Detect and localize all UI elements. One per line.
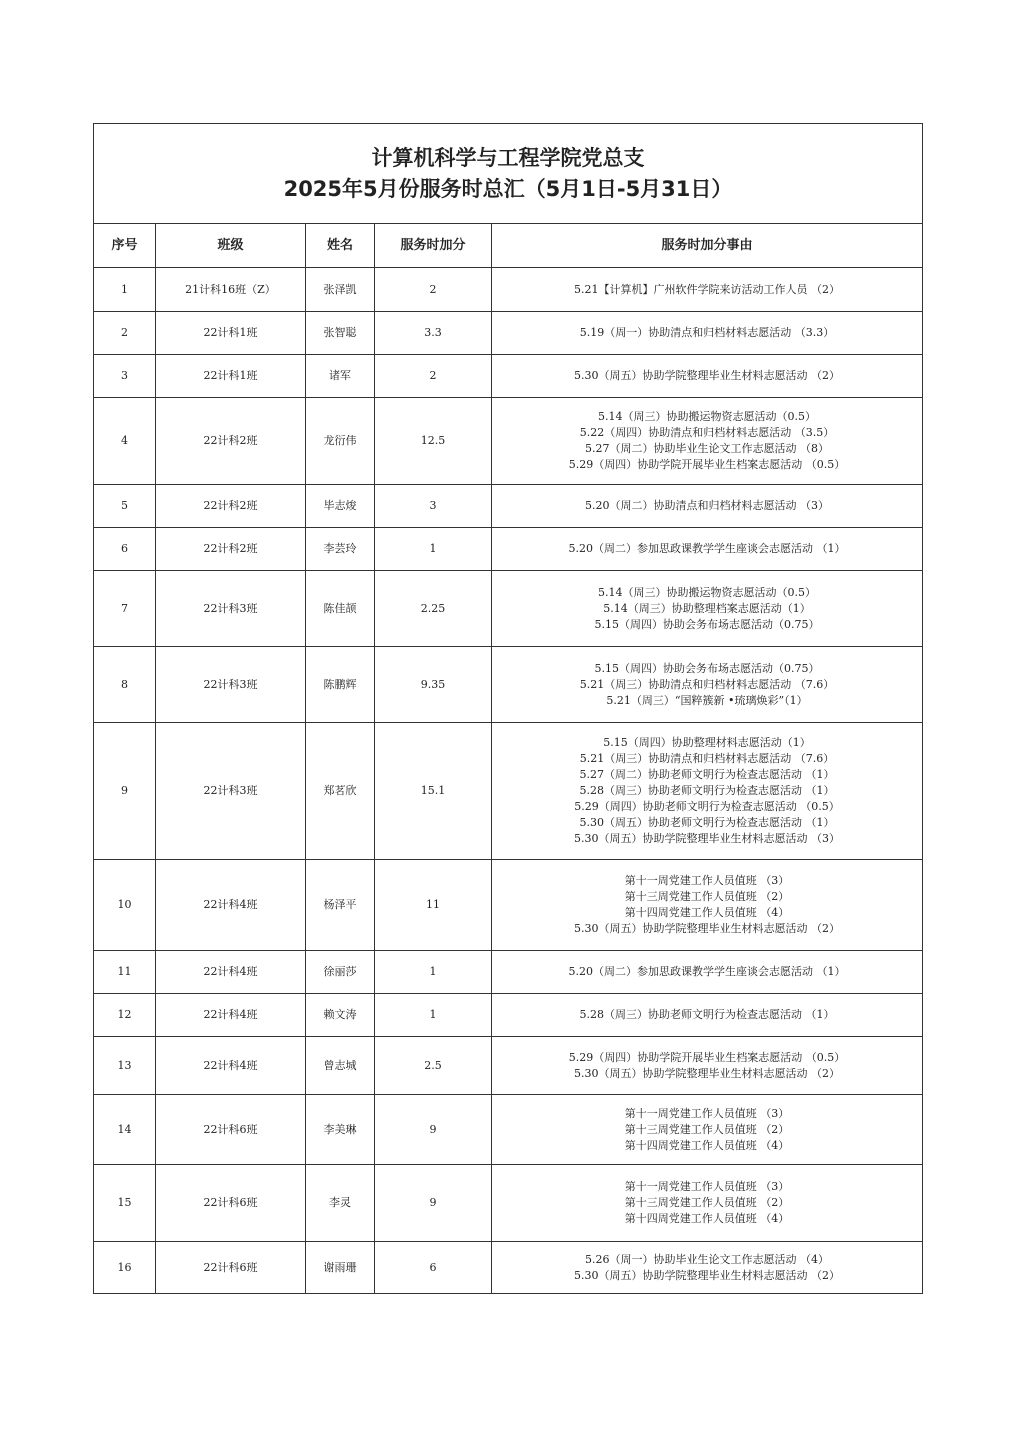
class-cell: 22计科4班 (156, 994, 306, 1037)
reason-line: 5.21（周三）“国粹簇新 •琉璃焕彩”（1） (606, 693, 808, 707)
reason-line: 5.30（周五）协助学院整理毕业生材料志愿活动 （2） (574, 1066, 840, 1080)
reason-line: 第十一周党建工作人员值班 （3） (624, 1106, 790, 1120)
name-cell: 李美琳 (306, 1095, 375, 1165)
reason-line: 5.15（周四）协助整理材料志愿活动（1） (603, 736, 811, 749)
score-cell: 3 (375, 485, 492, 528)
row-number: 4 (94, 398, 156, 485)
name-cell: 张泽凯 (306, 268, 375, 312)
score-cell: 11 (375, 860, 492, 951)
class-cell: 22计科2班 (156, 528, 306, 571)
reason-cell (492, 647, 923, 723)
header-row (94, 224, 923, 268)
reason-cell (492, 723, 923, 860)
name-cell: 陈佳颉 (306, 571, 375, 647)
reason-line: 5.29（周四）协助学院开展毕业生档案志愿活动 （0.5） (568, 458, 846, 471)
score-cell: 9 (375, 1165, 492, 1242)
reason-line: 5.15（周四）协助会务布场志愿活动（0.75） (594, 617, 820, 631)
reason-line: 5.21（周三）协助清点和归档材料志愿活动 （7.6） (579, 677, 835, 691)
reason-line: 5.21（周三）协助清点和归档材料志愿活动 （7.6） (579, 752, 835, 765)
score-cell: 2 (375, 268, 492, 312)
reason-cell (492, 860, 923, 951)
row-number: 1 (94, 268, 156, 312)
reason-line: 5.20（周二）参加思政课教学学生座谈会志愿活动 （1） (568, 542, 846, 555)
table-row (94, 355, 923, 398)
reason-cell (492, 951, 923, 994)
reason-line: 5.27（周二）协助毕业生论文工作志愿活动 （8） (585, 442, 829, 455)
name-cell: 曾志城 (306, 1037, 375, 1095)
reason-line: 5.20（周二）参加思政课教学学生座谈会志愿活动 （1） (568, 965, 846, 978)
reason-line: 5.20（周二）协助清点和归档材料志愿活动 （3） (585, 499, 829, 512)
row-number: 8 (94, 647, 156, 723)
reason-line: 5.30（周五）协助学院整理毕业生材料志愿活动 （3） (574, 832, 840, 845)
row-number: 13 (94, 1037, 156, 1095)
table-row (94, 1037, 923, 1095)
row-number: 5 (94, 485, 156, 528)
title-line-2: 2025年5月份服务时总汇（5月1日-5月31日） (283, 176, 733, 201)
reason-line: 5.14（周三）协助整理档案志愿活动（1） (603, 601, 811, 615)
table-row (94, 1242, 923, 1294)
reason-line: 5.30（周五）协助老师文明行为检查志愿活动 （1） (579, 816, 835, 829)
row-number: 9 (94, 723, 156, 860)
class-cell: 22计科2班 (156, 485, 306, 528)
class-cell: 22计科3班 (156, 723, 306, 860)
name-cell: 李灵 (306, 1165, 375, 1242)
reason-cell (492, 994, 923, 1037)
name-cell: 徐丽莎 (306, 951, 375, 994)
score-cell: 9.35 (375, 647, 492, 723)
reason-line: 第十四周党建工作人员值班 （4） (624, 1212, 790, 1225)
reason-line: 5.14（周三）协助搬运物资志愿活动（0.5） (598, 585, 816, 599)
table-row (94, 994, 923, 1037)
document-title (94, 124, 923, 224)
reason-cell (492, 1165, 923, 1242)
row-number: 12 (94, 994, 156, 1037)
table-row (94, 312, 923, 355)
table-row (94, 1095, 923, 1165)
header-name: 姓名 (306, 224, 375, 268)
reason-cell (492, 312, 923, 355)
row-number: 6 (94, 528, 156, 571)
class-cell: 22计科6班 (156, 1242, 306, 1294)
class-cell: 22计科3班 (156, 647, 306, 723)
reason-line: 5.22（周四）协助清点和归档材料志愿活动 （3.5） (579, 426, 835, 439)
score-cell: 2 (375, 355, 492, 398)
reason-cell (492, 1037, 923, 1095)
name-cell: 毕志焌 (306, 485, 375, 528)
row-number: 16 (94, 1242, 156, 1294)
header-reason: 服务时加分事由 (492, 224, 923, 268)
table-row (94, 723, 923, 860)
reason-line: 5.15（周四）协助会务布场志愿活动（0.75） (594, 661, 820, 675)
row-number: 2 (94, 312, 156, 355)
reason-cell (492, 1242, 923, 1294)
name-cell: 谢雨珊 (306, 1242, 375, 1294)
class-cell: 22计科4班 (156, 860, 306, 951)
row-number: 11 (94, 951, 156, 994)
class-cell: 22计科4班 (156, 951, 306, 994)
reason-line: 5.29（周四）协助学院开展毕业生档案志愿活动 （0.5） (568, 1050, 846, 1064)
class-cell: 22计科6班 (156, 1095, 306, 1165)
table-row (94, 571, 923, 647)
reason-cell (492, 1095, 923, 1165)
table-row (94, 647, 923, 723)
row-number: 10 (94, 860, 156, 951)
reason-line: 第十三周党建工作人员值班 （2） (624, 890, 790, 903)
score-cell: 1 (375, 951, 492, 994)
table-row (94, 398, 923, 485)
row-number: 15 (94, 1165, 156, 1242)
reason-line: 5.26（周一）协助毕业生论文工作志愿活动 （4） (585, 1252, 829, 1266)
table-row (94, 268, 923, 312)
class-cell: 22计科2班 (156, 398, 306, 485)
row-number: 7 (94, 571, 156, 647)
reason-cell (492, 571, 923, 647)
score-cell: 1 (375, 994, 492, 1037)
table-row (94, 485, 923, 528)
title-line-1: 计算机科学与工程学院党总支 (371, 145, 645, 170)
score-cell: 1 (375, 528, 492, 571)
reason-line: 5.30（周五）协助学院整理毕业生材料志愿活动 （2） (574, 922, 840, 935)
service-hours-table (93, 123, 923, 1294)
name-cell: 张智聪 (306, 312, 375, 355)
class-cell: 21计科16班（Z） (156, 268, 306, 312)
class-cell: 22计科1班 (156, 355, 306, 398)
score-cell: 9 (375, 1095, 492, 1165)
reason-line: 第十四周党建工作人员值班 （4） (624, 906, 790, 919)
reason-line: 第十一周党建工作人员值班 （3） (624, 874, 790, 887)
table-row (94, 860, 923, 951)
score-cell: 12.5 (375, 398, 492, 485)
class-cell: 22计科4班 (156, 1037, 306, 1095)
class-cell: 22计科3班 (156, 571, 306, 647)
row-number: 3 (94, 355, 156, 398)
name-cell: 郑茗欣 (306, 723, 375, 860)
reason-line: 第十三周党建工作人员值班 （2） (624, 1122, 790, 1136)
table-row (94, 528, 923, 571)
reason-line: 5.30（周五）协助学院整理毕业生材料志愿活动 （2） (574, 1268, 840, 1282)
score-cell: 15.1 (375, 723, 492, 860)
reason-line: 5.14（周三）协助搬运物资志愿活动（0.5） (598, 410, 816, 423)
name-cell: 诸军 (306, 355, 375, 398)
reason-cell (492, 268, 923, 312)
score-cell: 6 (375, 1242, 492, 1294)
class-cell: 22计科6班 (156, 1165, 306, 1242)
reason-line: 5.19（周一）协助清点和归档材料志愿活动 （3.3） (579, 326, 835, 339)
score-cell: 2.5 (375, 1037, 492, 1095)
row-number: 14 (94, 1095, 156, 1165)
table-row (94, 1165, 923, 1242)
reason-cell (492, 398, 923, 485)
reason-line: 5.28（周三）协助老师文明行为检查志愿活动 （1） (579, 1008, 835, 1021)
header-no: 序号 (94, 224, 156, 268)
score-cell: 3.3 (375, 312, 492, 355)
score-cell: 2.25 (375, 571, 492, 647)
reason-cell (492, 485, 923, 528)
reason-cell (492, 528, 923, 571)
table-row (94, 951, 923, 994)
name-cell: 龙衍伟 (306, 398, 375, 485)
name-cell: 杨泽平 (306, 860, 375, 951)
header-class: 班级 (156, 224, 306, 268)
reason-line: 第十一周党建工作人员值班 （3） (624, 1180, 790, 1193)
header-score: 服务时加分 (375, 224, 492, 268)
reason-line: 5.21【计算机】广州软件学院来访活动工作人员 （2） (574, 282, 840, 296)
name-cell: 陈鹏辉 (306, 647, 375, 723)
reason-cell (492, 355, 923, 398)
reason-line: 5.28（周三）协助老师文明行为检查志愿活动 （1） (579, 784, 835, 797)
reason-line: 5.29（周四）协助老师文明行为检查志愿活动 （0.5） (574, 800, 840, 813)
reason-line: 第十四周党建工作人员值班 （4） (624, 1138, 790, 1152)
name-cell: 赖文涛 (306, 994, 375, 1037)
name-cell: 李芸玲 (306, 528, 375, 571)
reason-line: 第十三周党建工作人员值班 （2） (624, 1196, 790, 1209)
class-cell: 22计科1班 (156, 312, 306, 355)
title-row (94, 124, 923, 224)
reason-line: 5.27（周二）协助老师文明行为检查志愿活动 （1） (579, 768, 835, 781)
reason-line: 5.30（周五）协助学院整理毕业生材料志愿活动 （2） (574, 369, 840, 382)
